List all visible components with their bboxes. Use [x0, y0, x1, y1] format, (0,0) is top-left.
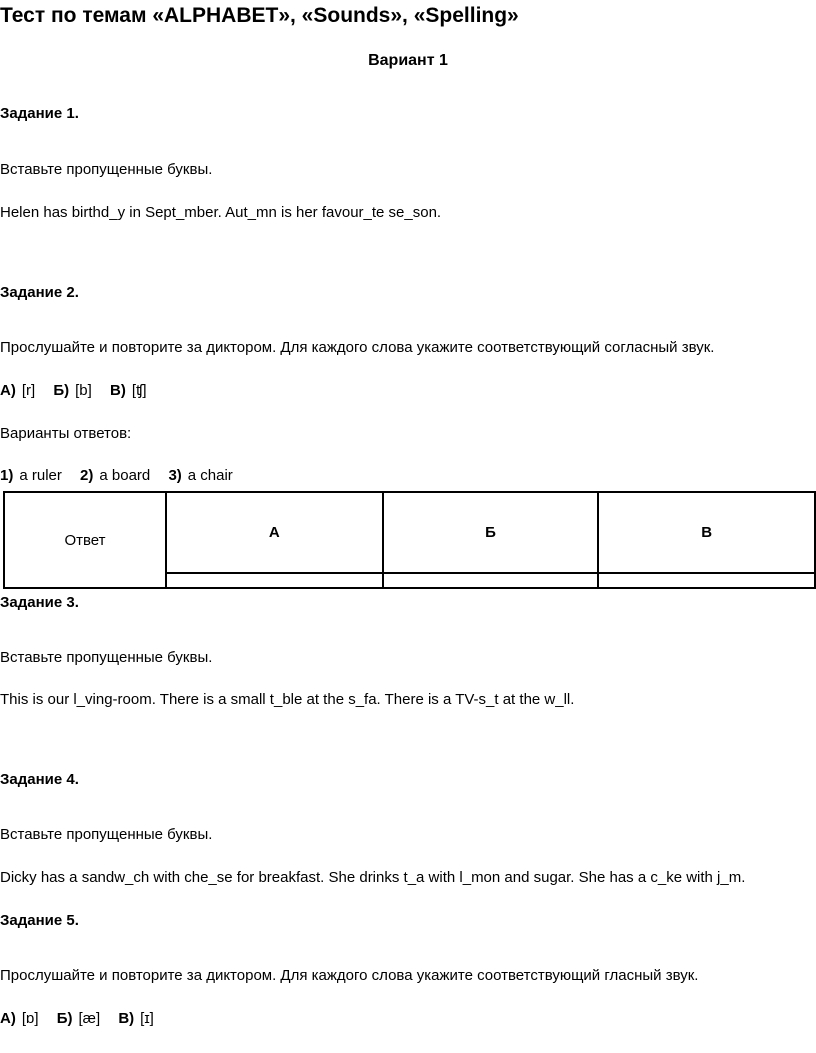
answer-value: a ruler: [19, 467, 62, 484]
answer-row-label: Ответ: [4, 492, 166, 588]
sound-label: Б): [56, 1010, 73, 1027]
table-row: [4, 492, 815, 573]
task1-text: Helen has birthd_y in Sept_mber. Aut_mn is her favour_te se_son.: [0, 204, 442, 221]
sound-option: [57, 1010, 100, 1027]
task1-heading: Задание 1.: [0, 105, 79, 122]
sound-label: А): [0, 382, 16, 399]
column-header-b: Б: [383, 492, 599, 573]
answer-label: 3): [168, 467, 182, 484]
answer-option: [0, 467, 62, 484]
sound-value: [ɒ]: [21, 1010, 39, 1027]
task2-heading: Задание 2.: [0, 284, 79, 301]
task1-instruction: Вставьте пропущенные буквы.: [0, 161, 213, 178]
answer-cell-a[interactable]: [166, 573, 383, 588]
task2-answers: [0, 466, 247, 486]
sound-option: [53, 382, 91, 399]
variant-heading: Вариант 1: [368, 52, 448, 69]
answer-label: 1): [0, 467, 14, 484]
column-header-a: А: [166, 492, 383, 573]
sound-label: В): [118, 1010, 135, 1027]
sound-value: [r]: [21, 382, 36, 399]
task2-sounds: [0, 381, 161, 401]
task2-instruction: Прослушайте и повторите за диктором. Для каждого слова укажите соответствующий согласный звук.: [0, 339, 715, 356]
answer-cell-v[interactable]: [598, 573, 815, 588]
answer-value: a chair: [187, 467, 233, 484]
task3-instruction: Вставьте пропущенные буквы.: [0, 649, 213, 666]
sound-option: [118, 1010, 154, 1027]
sound-option: [110, 382, 147, 399]
task2-answers-title: Варианты ответов:: [0, 425, 132, 442]
sound-label: А): [0, 1010, 16, 1027]
task3-heading: Задание 3.: [0, 594, 79, 611]
answer-option: [80, 467, 150, 484]
task3-text: This is our l_ving-room. There is a small t_ble at the s_fa. There is a TV-s_t at the w_ll.: [0, 691, 575, 708]
sound-option: [0, 1010, 39, 1027]
answer-label: 2): [80, 467, 94, 484]
task4-instruction: Вставьте пропущенные буквы.: [0, 826, 213, 843]
task5-instruction: Прослушайте и повторите за диктором. Для каждого слова укажите соответствующий гласный звук.: [0, 967, 699, 984]
task4-text: Dicky has a sandw_ch with che_se for breakfast. She drinks t_a with l_mon and sugar. She has a c_ke with j_m.: [0, 869, 746, 886]
task4-heading: Задание 4.: [0, 771, 79, 788]
sound-label: В): [109, 382, 126, 399]
answer-option: [168, 467, 232, 484]
answer-value: a board: [99, 467, 151, 484]
sound-value: [ʧ]: [131, 382, 147, 399]
sound-option: [0, 382, 35, 399]
answer-table: [3, 491, 816, 589]
sound-label: Б): [53, 382, 70, 399]
column-header-v: В: [598, 492, 815, 573]
page-title: Тест по темам «ALPHABET», «Sounds», «Spelling»: [0, 4, 519, 27]
sound-value: [b]: [75, 382, 92, 399]
sound-value: [æ]: [78, 1010, 101, 1027]
sound-value: [ɪ]: [140, 1010, 154, 1027]
task5-sounds: [0, 1009, 168, 1029]
task5-heading: Задание 5.: [0, 912, 79, 929]
answer-cell-b[interactable]: [383, 573, 599, 588]
